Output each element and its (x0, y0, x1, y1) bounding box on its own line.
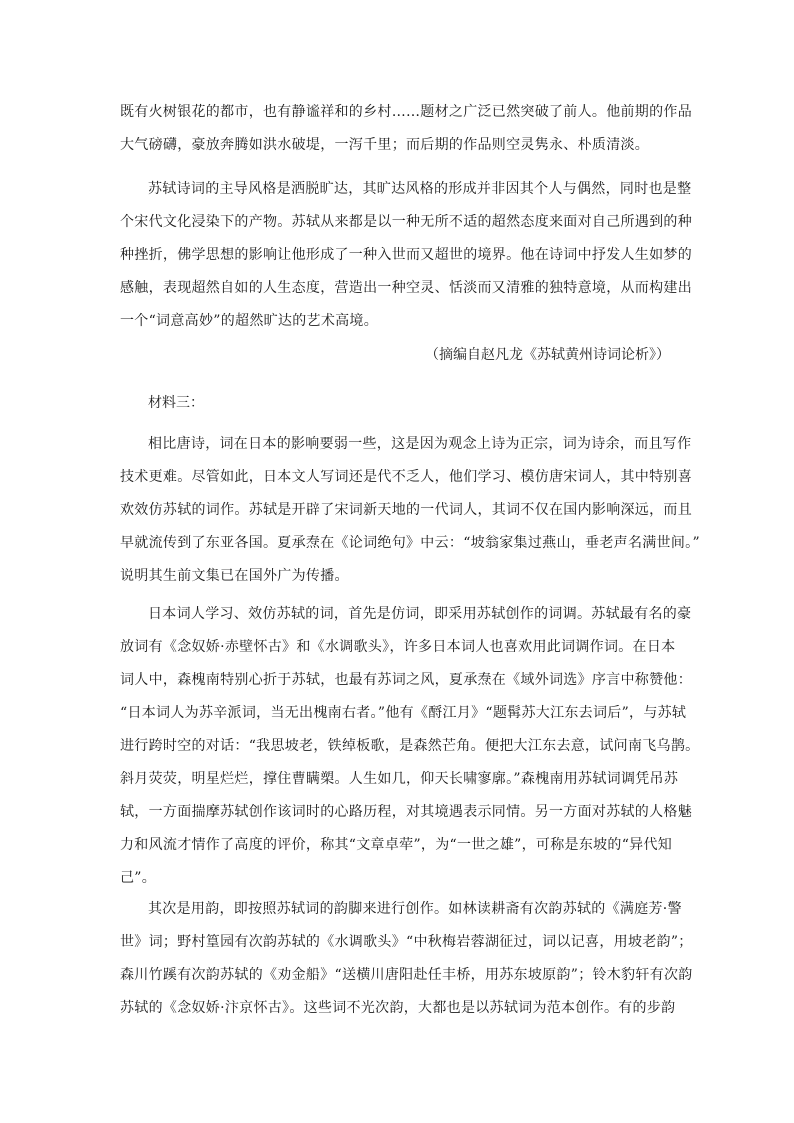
text-line: 说明其生前文集已在国外广为传播。 (120, 568, 349, 584)
text-line: 森川竹蹊有次韵苏轼的《劝金船》“送横川唐阳赴任丰桥，用苏东坡原韵”；铃木豹轩有次韵 (120, 967, 693, 983)
text-line: 早就流传到了东亚各国。夏承焘在《论词绝句》中云：“坡翁家集过燕山，垂老声名满世间。” (120, 535, 700, 551)
paragraph-imitation (120, 598, 700, 895)
paragraph-continuation (120, 96, 692, 162)
text-line: 欢效仿苏轼的词作。苏轼是开辟了宋词新天地的一代词人，其词不仅在国内影响深远，而且 (120, 502, 692, 518)
text-line: 感触，表现超然自如的人生态度，营造出一种空灵、恬淡而又清雅的独特意境，从而构建出 (120, 280, 692, 296)
text-line: 己”。 (120, 870, 157, 886)
text-line: 斜月荧荧，明星烂烂，撑住曹瞒槊。人生如几，仰天长啸寥廓。”森槐南用苏轼词调凭吊苏 (120, 771, 679, 787)
text-line: 个宋代文化浸染下的产物。苏轼从来都是以一种无所不适的超然态度来面对自己所遇到的种 (120, 214, 692, 230)
text-line: 技术更难。尽管如此，日本文人写词还是代不乏人，他们学习、模仿唐宋词人，其中特别喜 (120, 469, 692, 485)
paragraph-rhyme (120, 893, 693, 1025)
text-line: “日本词人为苏辛派词，当无出槐南右者。”他有《酹江月》“题髯苏大江东去词后”，与苏轼 (120, 705, 687, 721)
text-line: 轼，一方面揣摩苏轼创作该词时的心路历程，对其境遇表示同情。另一方面对苏轼的人格魅 (120, 804, 692, 820)
text-line: 日本词人学习、效仿苏轼的词，首先是仿词，即采用苏轼创作的词调。苏轼最有名的豪 (148, 606, 692, 622)
text-line: 相比唐诗，词在日本的影响要弱一些，这是因为观念上诗为正宗，词为诗余，而且写作 (148, 436, 692, 452)
text-line: 放词有《念奴娇·赤壁怀古》和《水调歌头》，许多日本词人也喜欢用此词调作词。在日本 (120, 639, 676, 655)
text-line: 进行跨时空的对话：“我思坡老，铁绰板歌，是森然芒角。便把大江东去意，试问南飞乌鹊。 (120, 738, 700, 754)
text-line: 苏轼的《念奴娇·汴京怀古》。这些词不光次韵，大都也是以苏轼词为范本创作。有的步韵 (120, 1000, 676, 1016)
text-line: 苏轼诗词的主导风格是洒脱旷达，其旷达风格的形成并非因其个人与偶然，同时也是整 (148, 181, 692, 197)
text-line: 种挫折，佛学思想的影响让他形成了一种入世而又超世的境界。他在诗词中抒发人生如梦的 (120, 247, 692, 263)
text-line: 其次是用韵，即按照苏轼词的韵脚来进行创作。如林读耕斋有次韵苏轼的《满庭芳·警 (148, 901, 682, 917)
text-line: 力和风流才情作了高度的评价，称其“文章卓荦”，为“一世之雄”，可称是东坡的“异代知 (120, 837, 673, 853)
source-citation: （摘编自赵凡龙《苏轼黄州诗词论析》） (425, 347, 670, 363)
text-line: 大气磅礴，豪放奔腾如洪水破堤，一泻千里；而后期的作品则空灵隽永、朴质清淡。 (120, 137, 650, 153)
text-line: 既有火树银花的都市，也有静谧祥和的乡村……题材之广泛已然突破了前人。他前期的作品 (120, 104, 692, 120)
text-line: 世》词；野村篁园有次韵苏轼的《水调歌头》“中秋梅岩蓉湖征过，词以记喜，用坡老韵”； (120, 934, 693, 950)
paragraph-japan-influence (120, 428, 700, 593)
text-line: 词人中，森槐南特别心折于苏轼，也最有苏词之风，夏承焘在《域外词选》序言中称赞他： (120, 672, 692, 688)
text-line: 一个“词意高妙”的超然旷达的艺术高境。 (120, 313, 379, 329)
material-heading: 材料三： (148, 395, 204, 411)
paragraph-style-analysis (120, 173, 692, 338)
